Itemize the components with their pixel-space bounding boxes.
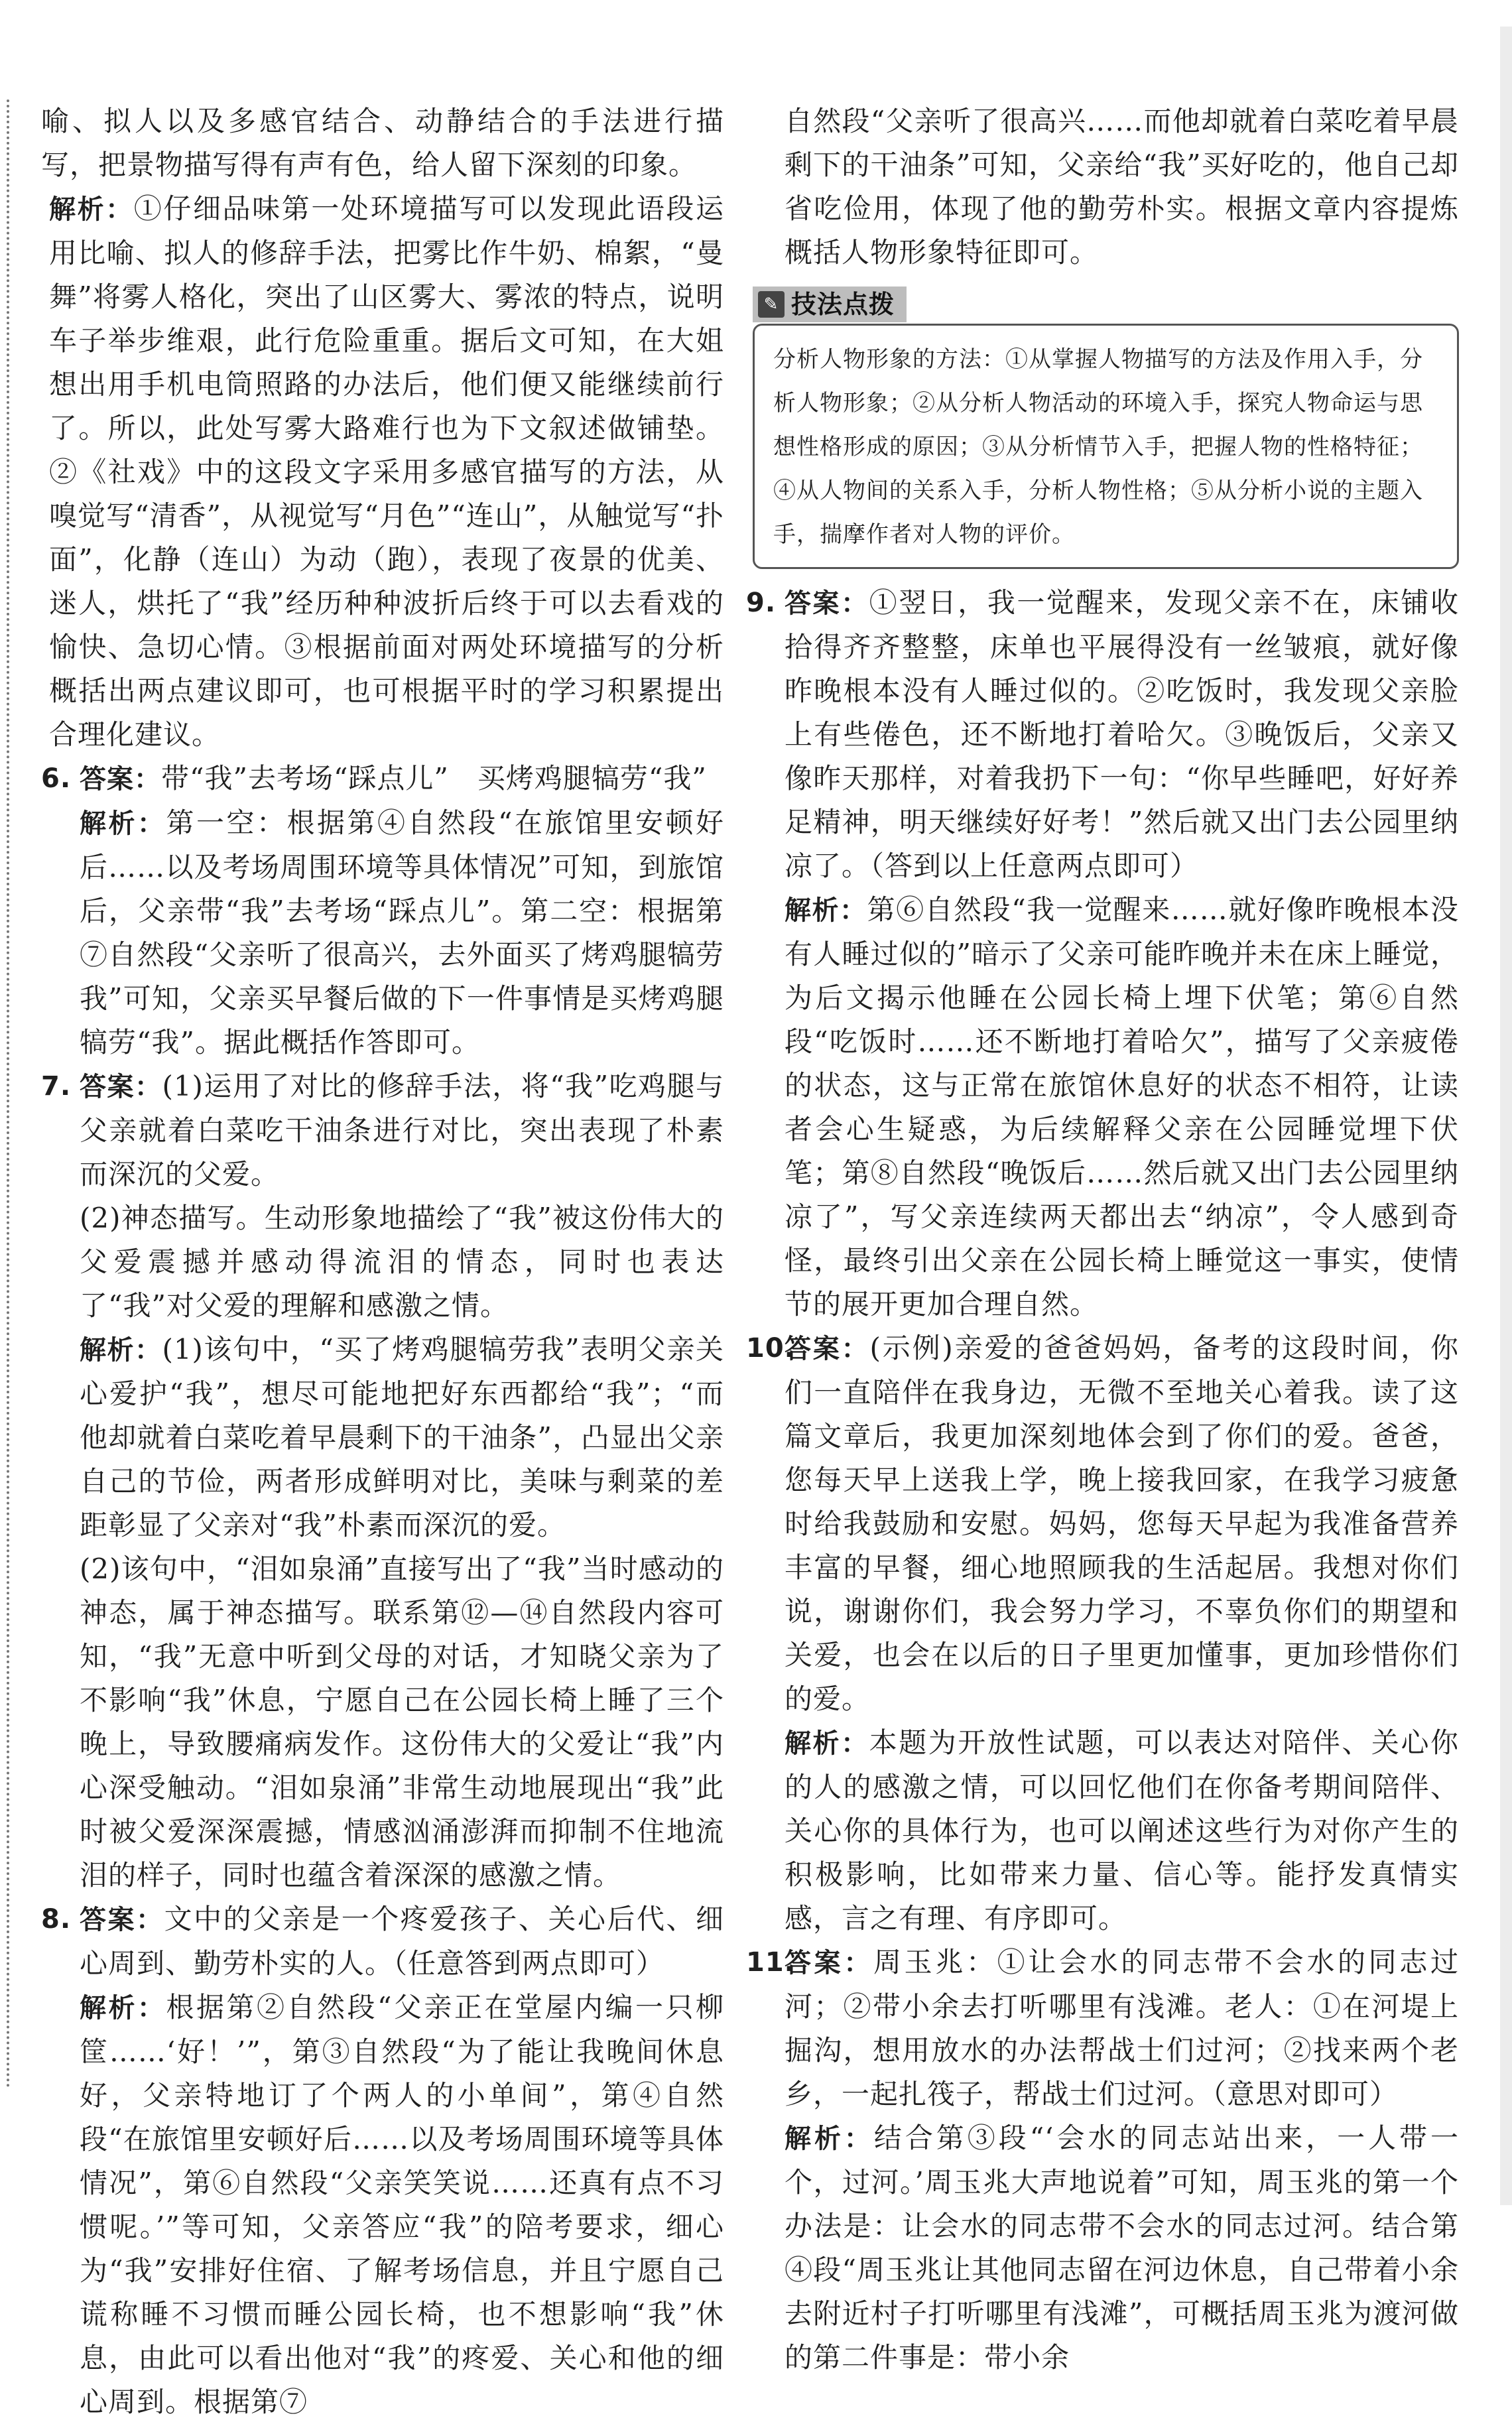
analysis-text: 根据第②自然段“父亲正在堂屋内编一只柳筐……‘好！’”，第③自然段“为了能让我晚间休息好，父亲特地订了个两人的小单间”，第④自然段“在旅馆里安顿好后……以及考场周围环境等具体情况”，第⑥自然段“父亲笑笑说……还真有点不习惯呢。’”等可知，父亲答应“我”的陪考要求，细心为“我”安排好住宿、了解考场信息，并且宁愿自己谎称睡不习惯而睡公园长椅，也不想影响“我”休息，由此可以看出他对“我”的疼爱、关心和他的细心周到。根据第⑦ <box>80 1991 725 2418</box>
analysis-label: 解析： <box>80 1335 162 1366</box>
answer-text: 带“我”去考场“踩点儿” 买烤鸡腿犒劳“我” <box>161 762 707 795</box>
tip-box: 分析人物形象的方法：①从掌握人物描写的方法及作用入手，分析人物形象；②从分析人物活动的环境入手，探究人物命运与思想性格形成的原因；③从分析情节入手，把握人物的性格特征；④从人物间的关系入手，分析人物性格；⑤从分析小说的主题入手，揣摩作者对人物的评价。 <box>753 324 1459 569</box>
q8-answer <box>41 1897 724 1986</box>
analysis-text: 第一空：根据第④自然段“在旅馆里安顿好后……以及考场周围环境等具体情况”可知，到旅馆后，父亲带“我”去考场“踩点儿”。第二空：根据第⑦自然段“父亲听了很高兴，去外面买了烤鸡腿犒劳我”可知，父亲买早餐后做的下一件事情是买烤鸡腿犒劳“我”。据此概括作答即可。 <box>80 806 725 1058</box>
question-number: 11. <box>746 1947 795 1978</box>
answer-label: 答案： <box>785 1334 870 1364</box>
q11-answer <box>746 1941 1459 2116</box>
question-number: 8. <box>41 1904 72 1935</box>
answer-label: 答案： <box>80 1905 164 1935</box>
q11-analysis <box>746 2116 1459 2380</box>
q7-analysis-2: (2)该句中，“泪如泉涌”直接写出了“我”当时感动的神态，属于神态描写。联系第⑫—⑭自然段内容可知，“我”无意中听到父母的对话，才知晓父亲为了不影响“我”休息，宁愿自己在公园长椅上睡了三个晚上，导致腰痛病发作。这份伟大的父爱让“我”内心深受触动。“泪如泉涌”非常生动地展现出“我”此时被父爱深深震撼，情感汹涌澎湃而抑制不住地流泪的样子，同时也蕴含着深深的感激之情。 <box>80 1553 724 1891</box>
analysis-label: 解析： <box>49 194 134 225</box>
q9-analysis <box>746 888 1459 1326</box>
q10-answer <box>746 1326 1459 1721</box>
q7-analysis <box>41 1328 724 1547</box>
analysis-label: 解析： <box>80 1993 166 2023</box>
binding-dotted-line <box>7 99 9 2089</box>
analysis-text: 结合第③段“‘会水的同志站出来，一人带一个，过河。’周玉兆大声地说着”可知，周玉兆的第一个办法是：让会水的同志带不会水的同志过河。结合第④段“周玉兆让其他同志留在河边休息，自己带着小余去附近村子打听哪里有浅滩”，可概括周玉兆为渡河做的第二件事是：带小余 <box>785 2122 1460 2374</box>
answer-label: 答案： <box>785 1948 873 1978</box>
question-number: 7. <box>41 1071 72 1102</box>
page-edge-shadow <box>1500 27 1512 2205</box>
q10-analysis <box>746 1721 1459 1941</box>
answer-text: 周玉兆：①让会水的同志带不会水的同志过河；②带小余去打听哪里有浅滩。老人：①在河堤上掘沟，想用放水的办法帮战士们过河；②找来两个老乡，一起扎筏子，帮战士们过河。（意思对即可） <box>785 1946 1459 2110</box>
answer-label: 答案： <box>785 588 869 619</box>
left-column <box>41 99 724 2424</box>
book-icon: ✎ <box>758 291 785 318</box>
question-number: 6. <box>41 763 72 794</box>
question-number: 10. <box>746 1333 795 1364</box>
answer-label: 答案： <box>80 764 161 795</box>
tip-title: 技法点拨 <box>791 290 895 319</box>
tip-title-badge <box>753 287 907 322</box>
analysis-text: 第⑥自然段“我一觉醒来……就好像昨晚根本没有人睡过似的”暗示了父亲可能昨晚并未在床上睡觉，为后文揭示他睡在公园长椅上埋下伏笔；第⑥自然段“吃饭时……还不断地打着哈欠”，描写了父亲疲倦的状态，这与正常在旅馆休息好的状态不相符，让读者会心生疑惑，为后续解释父亲在公园睡觉埋下伏笔；第⑧自然段“晚饭后……然后就又出门去公园里纳凉了”，写父亲连续两天都出去“纳凉”，令人感到奇怪，最终引出父亲在公园长椅上睡觉这一事实，使情节的展开更加合理自然。 <box>785 893 1459 1320</box>
intro-text: 喻、拟人以及多感官结合、动静结合的手法进行描写，把景物描写得有声有色，给人留下深刻的印象。 <box>41 105 724 181</box>
q7-answer <box>41 1064 724 1196</box>
q8-analysis-continued: 自然段“父亲听了很高兴……而他却就着白菜吃着早晨剩下的干油条”可知，父亲给“我”买好吃的，他自己却省吃俭用，体现了他的勤劳朴实。根据文章内容提炼概括人物形象特征即可。 <box>785 105 1459 269</box>
q6-analysis <box>41 801 724 1064</box>
analysis-text: 本题为开放性试题，可以表达对陪伴、关心你的人的感激之情，可以回忆他们在你备考期间陪伴、关心你的具体行为，也可以阐述这些行为对你产生的积极影响，比如带来力量、信心等。能抒发真情实感，言之有理、有序即可。 <box>785 1726 1459 1935</box>
right-column <box>746 99 1459 2380</box>
analysis-text: (1)该句中，“买了烤鸡腿犒劳我”表明父亲关心爱护“我”，想尽可能地把好东西都给“我”；“而他却就着白菜吃着早晨剩下的干油条”，凸显出父亲自己的节俭，两者形成鲜明对比，美味与剩菜的差距彰显了父亲对“我”朴素而深沉的爱。 <box>80 1333 724 1541</box>
analysis-label: 解析： <box>785 1728 869 1759</box>
analysis-label: 解析： <box>785 895 867 926</box>
analysis-label: 解析： <box>80 808 166 839</box>
analysis-label: 解析： <box>785 2124 874 2154</box>
analysis-text: ①仔细品味第一处环境描写可以发现此语段运用比喻、拟人的修辞手法，把雾比作牛奶、棉絮，“曼舞”将雾人格化，突出了山区雾大、雾浓的特点，说明车子举步维艰，此行危险重重。据后文可知，在大姐想出用手机电筒照路的办法后，他们便又能继续前行了。所以，此处写雾大路难行也为下文叙述做铺垫。②《社戏》中的这段文字采用多感官描写的方法，从嗅觉写“清香”，从视觉写“月色”“连山”，从触觉写“扑面”，化静（连山）为动（跑），表现了夜景的优美、迷人，烘托了“我”经历种种波折后终于可以去看戏的愉快、急切心情。③根据前面对两处环境描写的分析概括出两点建议即可，也可根据平时的学习积累提出合理化建议。 <box>49 192 724 751</box>
answer-label: 答案： <box>80 1072 162 1102</box>
answer-text: 文中的父亲是一个疼爱孩子、关心后代、细心周到、勤劳朴实的人。（任意答到两点即可） <box>80 1903 724 1980</box>
q6-answer <box>41 757 724 801</box>
q7-answer-2: (2)神态描写。生动形象地描绘了“我”被这份伟大的父爱震撼并感动得流泪的情态，同时也表达了“我”对父爱的理解和感激之情。 <box>80 1202 724 1322</box>
question-number: 9. <box>746 588 777 618</box>
tip-header <box>753 285 1459 324</box>
intro-analysis <box>41 187 724 757</box>
answer-text: (1)运用了对比的修辞手法，将“我”吃鸡腿与父亲就着白菜吃干油条进行对比，突出表现了朴素而深沉的父爱。 <box>80 1070 724 1190</box>
answer-text: ①翌日，我一觉醒来，发现父亲不在，床铺收拾得齐齐整整，床单也平展得没有一丝皱痕，就好像昨晚根本没有人睡过似的。②吃饭时，我发现父亲脸上有些倦色，还不断地打着哈欠。③晚饭后，父亲又像昨天那样，对着我扔下一句：“你早些睡吧，好好养足精神，明天继续好好考！”然后就又出门去公园里纳凉了。（答到以上任意两点即可） <box>785 586 1459 882</box>
answer-text: (示例)亲爱的爸爸妈妈，备考的这段时间，你们一直陪伴在我身边，无微不至地关心着我。读了这篇文章后，我更加深刻地体会到了你们的爱。爸爸，您每天早上送我上学，晚上接我回家，在我学习疲惫时给我鼓励和安慰。妈妈，您每天早起为我准备营养丰富的早餐，细心地照顾我的生活起居。我想对你们说，谢谢你们，我会努力学习，不辜负你们的期望和关爱，也会在以后的日子里更加懂事，更加珍惜你们的爱。 <box>785 1332 1460 1715</box>
q9-answer <box>746 581 1459 888</box>
